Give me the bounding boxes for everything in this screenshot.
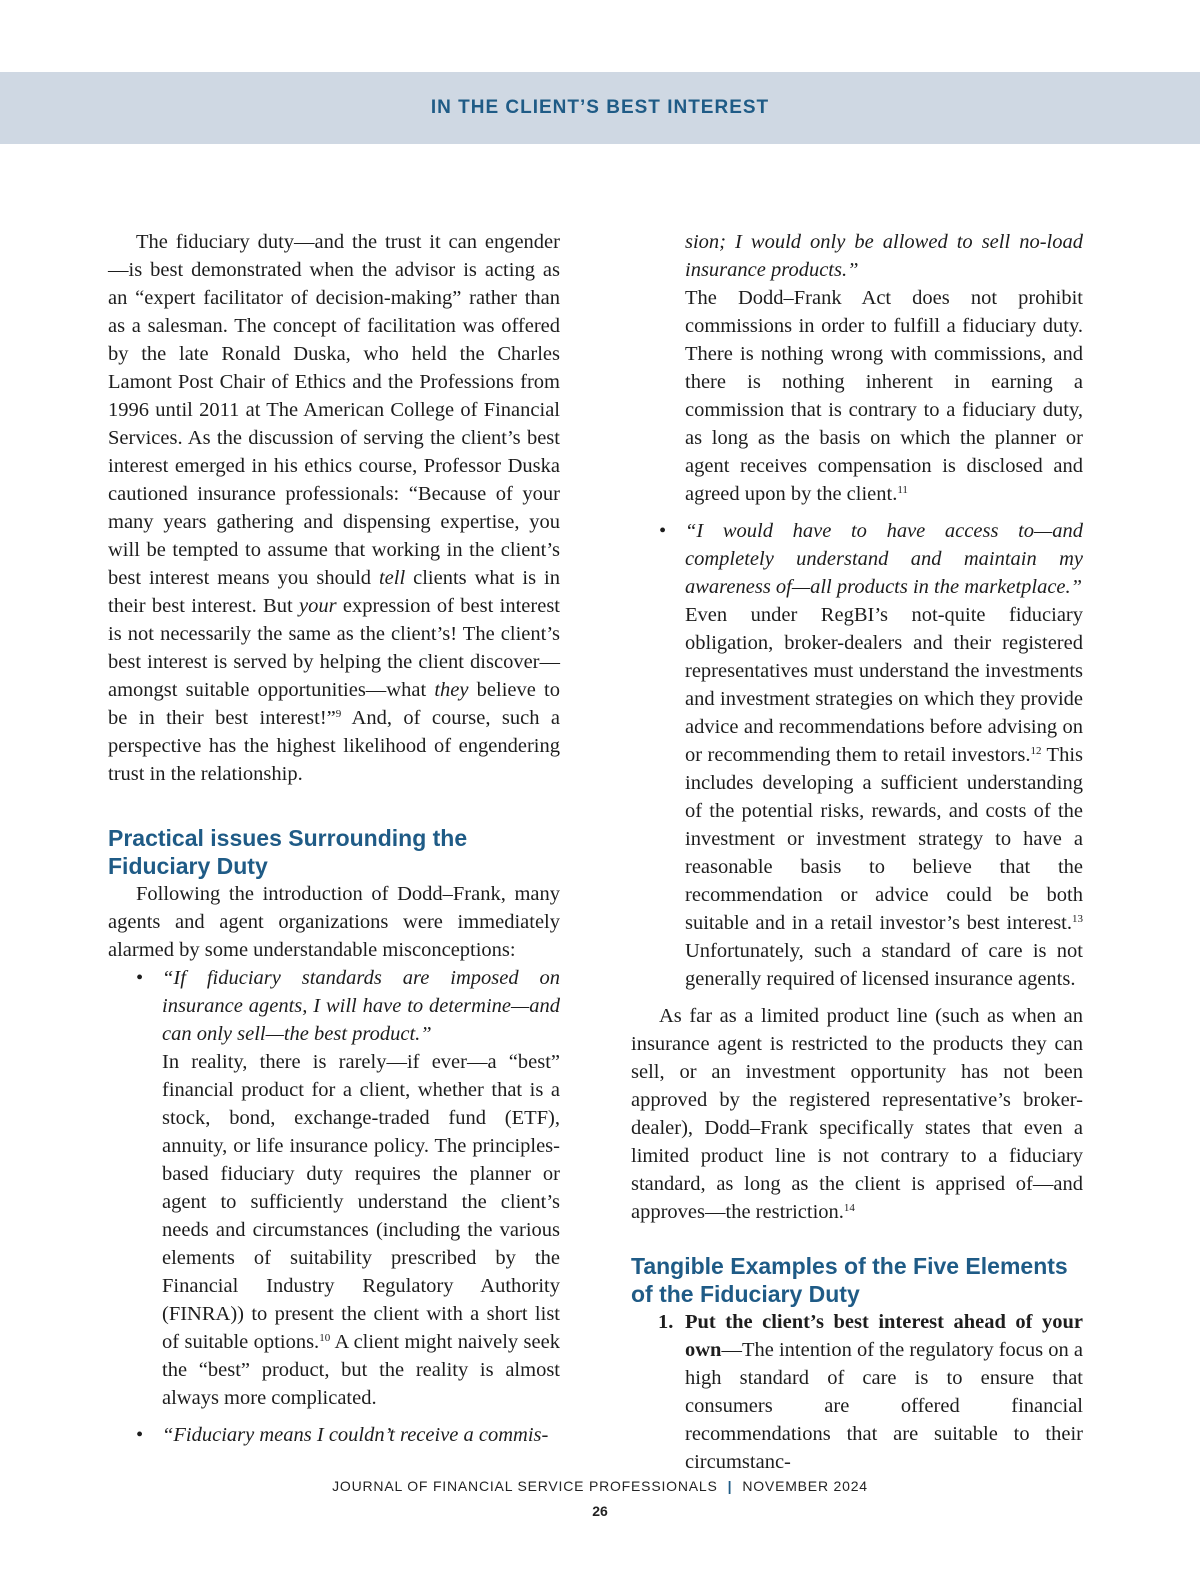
footnote-ref: 11 xyxy=(897,484,908,496)
section-heading-practical-issues: Practical issues Surrounding the Fiduciary Duty xyxy=(108,825,468,879)
list-item xyxy=(108,1421,560,1449)
bullet-icon: • xyxy=(136,967,144,989)
misconception-quote: “Fiduciary means I couldn’t receive a commis- xyxy=(162,1424,549,1446)
misconception-list-continued xyxy=(631,228,1083,993)
practical-paragraph: Following the introduction of Dodd–Frank, many agents and agent organizations were immediately alarmed by some understandable misconceptions: xyxy=(108,883,560,961)
misconception-list xyxy=(108,964,560,1449)
list-number: 1. xyxy=(658,1311,674,1333)
bullet-icon: • xyxy=(136,1424,144,1446)
running-header xyxy=(0,72,1200,144)
page-number: 26 xyxy=(592,1503,608,1519)
issue-date: NOVEMBER 2024 xyxy=(742,1478,868,1494)
five-elements-list xyxy=(631,1308,1083,1476)
element-title: Put the client’s best interest ahead of your own xyxy=(685,1311,1083,1361)
footer-separator: | xyxy=(727,1478,733,1494)
bullet-icon: • xyxy=(659,520,667,542)
footnote-ref: 14 xyxy=(843,1202,855,1214)
intro-paragraph: The fiduciary duty—and the trust it can engender—is best demonstrated when the advisor is acting as an “expert facilitator of decision-making” rather than as a salesman. The concept of facilitation was offered by the late Ronald Duska, who held the Charles Lamont Post Chair of Ethics and the Professions from 1996 until 2011 at The American College of Financial Services. As the discussion of serving the client’s best interest emerged in his ethics course, Professor Duska cautioned insurance professionals: “Because of your many years gathering and dispensing expertise, you will be tempted to assume that working in the client’s best interest means you should tell clients what is in their best interest. But your expression of best interest is not necessarily the same as the client’s! The client’s best interest is served by helping the client discover—amongst suitable opportunities—what they believe to be in their best interest!”$^9$ And, of course, such a perspective has the highest likelihood of engendering trust in the relationship. xyxy=(108,231,561,785)
running-header-title: IN THE CLIENT’S BEST INTEREST xyxy=(430,97,770,118)
misconception-quote: “If fiduciary standards are imposed on insurance agents, I will have to determine—and can only sell—the best product.” xyxy=(162,967,560,1045)
misconception-response: Even under RegBI’s not-quite fiduciary obligation, broker-dealers and their registered representatives must understand the investments and investment strategies on which they provide advice and recommendations before advising on or recommending them to retail investors.$^{12}$ This includes developing a sufficient understanding of the potential risks, rewards, and costs of the investment or investment strategy to have a reasonable basis to believe that the recommendation or advice could be both suitable and in a retail investor’s best interest.$^{13}$ Unfortunately, such a standard of care is not generally required of licensed insurance agents. xyxy=(685,604,1084,990)
misconception-response: The Dodd–Frank Act does not prohibit commissions in order to fulfill a fiduciary duty. There is nothing wrong with commissions, and there is nothing inherent in earning a commission that is contrary to a fiduciary duty, as long as the basis on which the planner or agent receives compensation is disclosed and agreed upon by the client.$^{11}$ xyxy=(685,287,1083,505)
journal-name: JOURNAL OF FINANCIAL SERVICE PROFESSIONALS xyxy=(332,1478,718,1494)
list-item xyxy=(108,964,560,1412)
footnote-ref: 12 xyxy=(1030,745,1042,757)
list-item: 1. Put the client’s best interest ahead of your own—The intention of the regulatory focus on a high standard of care is to ensure that consumers are offered financial recommendations that are suitable to their circumstanc- xyxy=(631,1308,1083,1476)
footer-journal xyxy=(0,1478,1200,1494)
right-column xyxy=(631,228,1083,1476)
list-item xyxy=(631,228,1083,508)
footnote-ref: 13 xyxy=(1072,913,1083,925)
section-heading-tangible-examples: Tangible Examples of the Five Elements of the Fiduciary Duty xyxy=(631,1253,1068,1307)
footnote-ref: 10 xyxy=(319,1332,331,1344)
left-column xyxy=(108,228,560,1449)
footnote-ref: 9 xyxy=(335,708,342,720)
limited-product-paragraph: As far as a limited product line (such as when an insurance agent is restricted to the products they can sell, or an investment opportunity has not been approved by the registered representative’s broker-dealer), Dodd–Frank specifically states that even a limited product line is not contrary to a fiduciary standard, as long as the client is apprised of—and approves—the restriction.$^{14}$ xyxy=(631,1005,1083,1223)
misconception-quote: sion; I would only be allowed to sell no-load insurance products.” xyxy=(685,231,1083,281)
misconception-quote: “I would have to have access to—and completely understand and maintain my awareness of—all products in the marketplace.” xyxy=(685,520,1083,598)
list-item xyxy=(631,517,1083,993)
misconception-response: In reality, there is rarely—if ever—a “best” financial product for a client, whether that is a stock, bond, exchange-traded fund (ETF), annuity, or life insurance policy. The principles-based fiduciary duty requires the planner or agent to sufficiently understand the client’s needs and circumstances (including the various elements of suitability prescribed by the Financial Industry Regulatory Authority (FINRA)) to present the client with a short list of suitable options.$^{10}$ A client might naively seek the “best” product, but the reality is almost always more complicated. xyxy=(162,1051,560,1409)
